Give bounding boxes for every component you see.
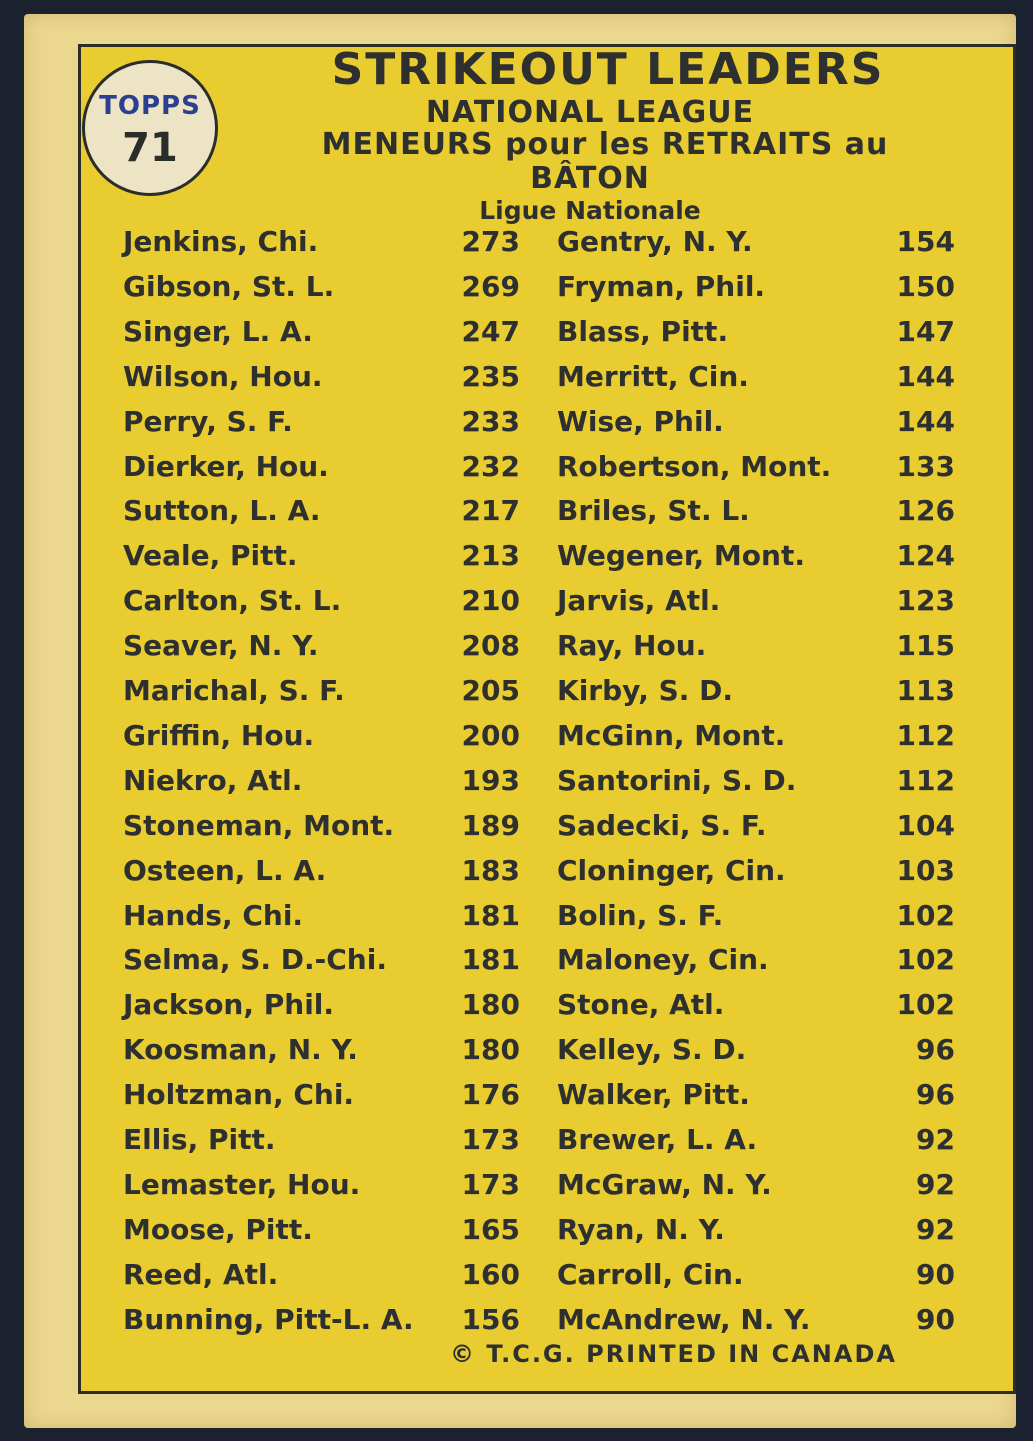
right-strikeout-count: 102 bbox=[896, 943, 955, 976]
card-title: STRIKEOUT LEADERS bbox=[331, 44, 885, 95]
right-strikeout-count: 90 bbox=[916, 1258, 955, 1291]
left-player-name: Niekro, Atl. bbox=[123, 764, 303, 797]
left-player-name: Marichal, S. F. bbox=[123, 674, 345, 707]
left-player-name: Veale, Pitt. bbox=[123, 539, 298, 572]
right-player-name: Santorini, S. D. bbox=[557, 764, 797, 797]
right-strikeout-count: 102 bbox=[896, 988, 955, 1021]
left-strikeout-count: 183 bbox=[461, 854, 520, 887]
right-player-name: Merritt, Cin. bbox=[557, 360, 749, 393]
french-title-line2: BÂTON bbox=[530, 161, 650, 196]
left-player-name: Reed, Atl. bbox=[123, 1258, 279, 1291]
left-strikeout-count: 173 bbox=[461, 1123, 520, 1156]
right-strikeout-count: 147 bbox=[896, 315, 955, 348]
left-strikeout-count: 193 bbox=[461, 764, 520, 797]
left-player-name: Jenkins, Chi. bbox=[123, 225, 319, 258]
left-player-name: Holtzman, Chi. bbox=[123, 1078, 355, 1111]
right-player-name: Gentry, N. Y. bbox=[557, 225, 753, 258]
left-player-name: Perry, S. F. bbox=[123, 405, 293, 438]
left-strikeout-count: 165 bbox=[461, 1213, 520, 1246]
right-player-name: Brewer, L. A. bbox=[557, 1123, 758, 1156]
left-player-name: Gibson, St. L. bbox=[123, 270, 335, 303]
right-strikeout-count: 112 bbox=[896, 764, 955, 797]
right-strikeout-count: 92 bbox=[916, 1168, 955, 1201]
right-player-name: Fryman, Phil. bbox=[557, 270, 766, 303]
right-strikeout-count: 103 bbox=[896, 854, 955, 887]
right-player-name: McAndrew, N. Y. bbox=[557, 1303, 811, 1336]
right-strikeout-count: 115 bbox=[896, 629, 955, 662]
right-player-name: Bolin, S. F. bbox=[557, 899, 724, 932]
left-player-name: Osteen, L. A. bbox=[123, 854, 327, 887]
left-strikeout-count: 181 bbox=[461, 943, 520, 976]
left-strikeout-count: 160 bbox=[461, 1258, 520, 1291]
left-player-name: Griffin, Hou. bbox=[123, 719, 315, 752]
right-player-name: Sadecki, S. F. bbox=[557, 809, 767, 842]
left-strikeout-count: 200 bbox=[461, 719, 520, 752]
right-strikeout-count: 154 bbox=[896, 225, 955, 258]
right-strikeout-count: 123 bbox=[896, 584, 955, 617]
french-league-label: Ligue Nationale bbox=[479, 196, 701, 225]
league-label: NATIONAL LEAGUE bbox=[425, 95, 755, 130]
left-strikeout-count: 180 bbox=[461, 988, 520, 1021]
right-player-name: Kelley, S. D. bbox=[557, 1033, 747, 1066]
left-player-name: Hands, Chi. bbox=[123, 899, 304, 932]
right-strikeout-count: 124 bbox=[896, 539, 955, 572]
logo-brand: TOPPS bbox=[99, 91, 201, 121]
right-player-name: Jarvis, Atl. bbox=[557, 584, 721, 617]
topps-logo bbox=[82, 60, 218, 196]
right-strikeout-count: 90 bbox=[916, 1303, 955, 1336]
right-player-name: Wise, Phil. bbox=[557, 405, 724, 438]
left-player-name: Stoneman, Mont. bbox=[123, 809, 395, 842]
right-strikeout-count: 133 bbox=[896, 450, 955, 483]
french-title-line1: MENEURS pour les RETRAITS au bbox=[321, 127, 889, 162]
left-strikeout-count: 213 bbox=[461, 539, 520, 572]
left-player-name: Selma, S. D.-Chi. bbox=[123, 943, 387, 976]
left-strikeout-count: 156 bbox=[461, 1303, 520, 1336]
right-player-name: Stone, Atl. bbox=[557, 988, 725, 1021]
left-player-name: Bunning, Pitt-L. A. bbox=[123, 1303, 414, 1336]
left-player-name: Lemaster, Hou. bbox=[123, 1168, 361, 1201]
left-strikeout-count: 208 bbox=[461, 629, 520, 662]
right-strikeout-count: 104 bbox=[896, 809, 955, 842]
right-strikeout-count: 96 bbox=[916, 1078, 955, 1111]
right-player-name: Wegener, Mont. bbox=[557, 539, 805, 572]
left-strikeout-count: 180 bbox=[461, 1033, 520, 1066]
right-strikeout-count: 113 bbox=[896, 674, 955, 707]
left-strikeout-count: 217 bbox=[461, 494, 520, 527]
right-strikeout-count: 92 bbox=[916, 1213, 955, 1246]
left-strikeout-count: 176 bbox=[461, 1078, 520, 1111]
left-strikeout-count: 269 bbox=[461, 270, 520, 303]
left-player-name: Carlton, St. L. bbox=[123, 584, 342, 617]
right-player-name: Kirby, S. D. bbox=[557, 674, 734, 707]
left-strikeout-count: 232 bbox=[461, 450, 520, 483]
right-player-name: Blass, Pitt. bbox=[557, 315, 729, 348]
right-strikeout-count: 96 bbox=[916, 1033, 955, 1066]
right-player-name: McGinn, Mont. bbox=[557, 719, 786, 752]
copyright-footer: © T.C.G. PRINTED IN CANADA bbox=[450, 1340, 897, 1368]
left-player-name: Seaver, N. Y. bbox=[123, 629, 319, 662]
right-strikeout-count: 102 bbox=[896, 899, 955, 932]
right-player-name: Maloney, Cin. bbox=[557, 943, 769, 976]
right-player-name: Robertson, Mont. bbox=[557, 450, 832, 483]
right-player-name: Ray, Hou. bbox=[557, 629, 707, 662]
left-strikeout-count: 235 bbox=[461, 360, 520, 393]
left-strikeout-count: 205 bbox=[461, 674, 520, 707]
left-strikeout-count: 247 bbox=[461, 315, 520, 348]
left-player-name: Koosman, N. Y. bbox=[123, 1033, 358, 1066]
left-strikeout-count: 173 bbox=[461, 1168, 520, 1201]
right-player-name: McGraw, N. Y. bbox=[557, 1168, 772, 1201]
right-player-name: Walker, Pitt. bbox=[557, 1078, 750, 1111]
left-player-name: Singer, L. A. bbox=[123, 315, 313, 348]
right-strikeout-count: 92 bbox=[916, 1123, 955, 1156]
right-player-name: Carroll, Cin. bbox=[557, 1258, 744, 1291]
card-number: 71 bbox=[122, 125, 178, 171]
left-player-name: Dierker, Hou. bbox=[123, 450, 329, 483]
left-strikeout-count: 181 bbox=[461, 899, 520, 932]
right-player-name: Ryan, N. Y. bbox=[557, 1213, 725, 1246]
right-strikeout-count: 126 bbox=[896, 494, 955, 527]
left-player-name: Wilson, Hou. bbox=[123, 360, 323, 393]
left-player-name: Sutton, L. A. bbox=[123, 494, 321, 527]
left-player-name: Moose, Pitt. bbox=[123, 1213, 313, 1246]
right-player-name: Briles, St. L. bbox=[557, 494, 750, 527]
left-strikeout-count: 189 bbox=[461, 809, 520, 842]
left-strikeout-count: 273 bbox=[461, 225, 520, 258]
right-strikeout-count: 112 bbox=[896, 719, 955, 752]
left-player-name: Jackson, Phil. bbox=[123, 988, 335, 1021]
left-strikeout-count: 210 bbox=[461, 584, 520, 617]
left-strikeout-count: 233 bbox=[461, 405, 520, 438]
right-player-name: Cloninger, Cin. bbox=[557, 854, 786, 887]
left-player-name: Ellis, Pitt. bbox=[123, 1123, 276, 1156]
right-strikeout-count: 150 bbox=[896, 270, 955, 303]
right-strikeout-count: 144 bbox=[896, 405, 955, 438]
right-strikeout-count: 144 bbox=[896, 360, 955, 393]
